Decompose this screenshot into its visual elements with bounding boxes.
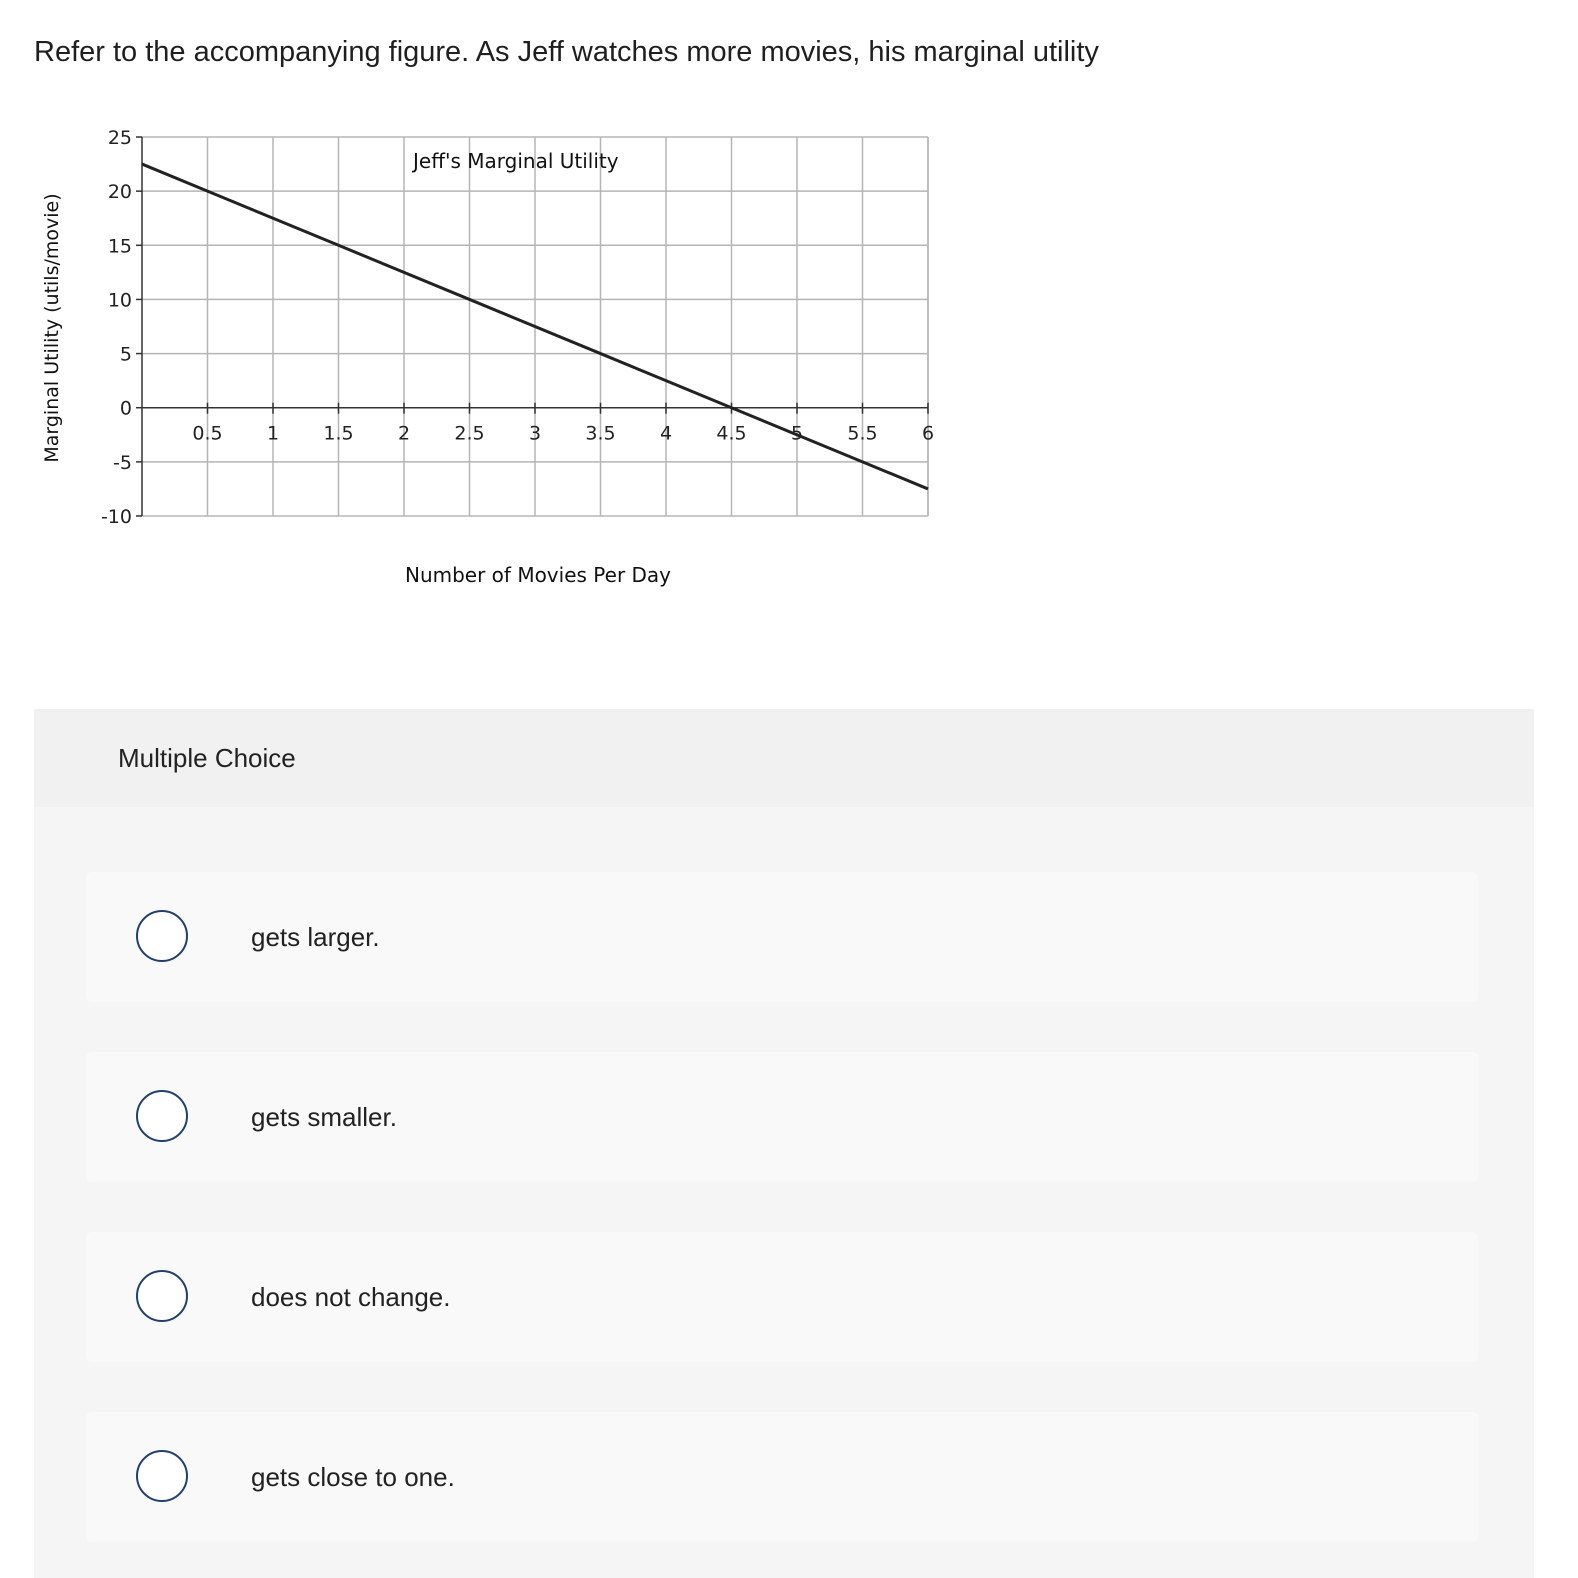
y-tick-label: 0: [119, 397, 132, 420]
answer-option-gets-larger[interactable]: [86, 872, 1478, 1002]
y-tick-label: -10: [100, 506, 132, 528]
multiple-choice-title: Multiple Choice: [118, 743, 296, 773]
answer-option-does-not-change[interactable]: [86, 1232, 1478, 1362]
y-tick-label: 25: [107, 127, 132, 149]
y-tick-label: -5: [113, 451, 132, 474]
answer-option-label: gets larger.: [251, 922, 380, 952]
chart-y-axis-label: Marginal Utility (utils/movie): [41, 193, 63, 463]
chart-tick-labels: [101, 127, 934, 528]
x-tick-label: 0.5: [192, 422, 223, 445]
chart-x-axis-label: Number of Movies Per Day: [404, 563, 672, 587]
answer-option-gets-smaller[interactable]: [86, 1052, 1478, 1182]
answer-option-label: gets smaller.: [251, 1102, 397, 1132]
chart-svg: [30, 118, 980, 608]
y-tick-label: 10: [107, 289, 132, 312]
multiple-choice-panel: [34, 709, 1534, 1578]
y-tick-label: 20: [107, 181, 132, 204]
x-tick-label: 5.5: [847, 422, 878, 445]
radio-button[interactable]: [136, 1450, 188, 1502]
answer-option-label: gets close to one.: [251, 1462, 455, 1492]
y-tick-label: 15: [107, 235, 132, 258]
x-tick-label: 1.5: [323, 422, 354, 445]
x-tick-label: 6: [921, 422, 935, 445]
x-tick-label: 3.5: [585, 422, 616, 445]
radio-button[interactable]: [136, 910, 188, 962]
y-tick-label: 5: [119, 343, 132, 366]
chart-title: Jeff's Marginal Utility: [413, 149, 619, 173]
x-tick-label: 4: [659, 422, 673, 445]
x-tick-label: 3: [528, 422, 542, 445]
x-tick-label: 1: [266, 422, 280, 445]
x-tick-label: 5: [790, 422, 804, 445]
multiple-choice-header: [34, 709, 1534, 807]
radio-button[interactable]: [136, 1090, 188, 1142]
x-tick-label: 4.5: [716, 422, 747, 445]
answer-option-gets-close-to-one[interactable]: [86, 1412, 1478, 1542]
x-tick-label: 2.5: [454, 422, 485, 445]
radio-button[interactable]: [136, 1270, 188, 1322]
x-tick-label: 2: [397, 422, 411, 445]
marginal-utility-chart: [30, 118, 980, 608]
question-text: Refer to the accompanying figure. As Jeff watches more movies, his marginal utility: [34, 36, 1099, 68]
answer-option-label: does not change.: [251, 1282, 451, 1312]
